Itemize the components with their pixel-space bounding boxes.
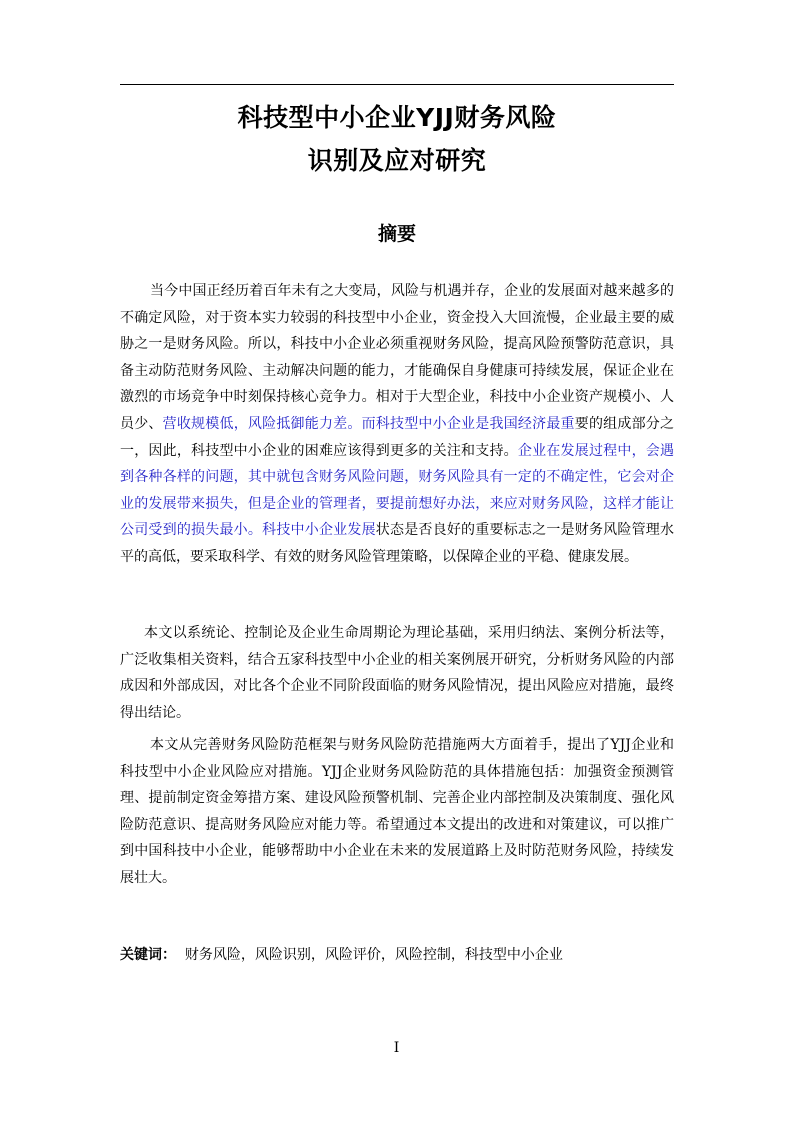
paragraph-1-text-a: 当今中国正经历着百年未有之大变局，风险与机遇并存，企业的发展面对越来越多的不确定风险，对于资本实力较弱的科技型中小企业，资金投入大回流慢，企业最主要的威胁之一是财务风险。所以，科技中小企业必须重视财务风险，提高风险预警防范意识，具备主动防范财务风险、主动解决问题的能力，才能确保自身健康可持续发展，保证企业在激烈的市场竞争中时刻保持核心竞争力。相对于大型企业，科技中小企业资产规模小、人员少、 — [120, 283, 674, 432]
abstract-paragraph-2 — [120, 620, 674, 726]
title-line-1: 科技型中小企业YJJ财务风险 — [237, 103, 557, 132]
paragraph-2-text: 本文以系统论、控制论及企业生命周期论为理论基础，采用归纳法、案例分析法等，广泛收集相关资料，结合五家科技型中小企业的相关案例展开研究，分析财务风险的内部成因和外部成因，对比各个企业不同阶段面临的财务风险情况，提出风险应对措施，最终得出结论。 — [120, 625, 674, 721]
header-rule — [120, 84, 674, 85]
paragraph-1-highlight-b: 企业在发展过程中，会遇到各种各样的问题，其中就包含财务风险问题，财务风险具有一定的不确定性，它会对企业的发展带来损失，但是企业的管理者，要提前想好办法，来应对财务风险，这样才能让公司受到的损失最小。科技中小企业发展 — [120, 442, 675, 539]
title-line-2: 识别及应对研究 — [307, 146, 487, 175]
keywords-line — [120, 942, 674, 968]
keywords-label: 关键词： — [120, 947, 176, 963]
abstract-paragraph-1 — [120, 278, 674, 571]
abstract-paragraph-3 — [120, 732, 674, 892]
paragraph-3-text: 本文从完善财务风险防范框架与财务风险防范措施两大方面着手，提出了YJJ企业和科技型中小企业风险应对措施。YJJ企业财务风险防范的具体措施包括：加强资金预测管理、提前制定资金筹措方案、建设风险预警机制、完善企业内部控制及决策制度、强化风险防范意识、提高财务风险应对能力等。希望通过本文提出的改进和对策建议，可以推广到中国科技中小企业，能够帮助中小企业在未来的发展道路上及时防范财务风险，持续发展壮大。 — [120, 737, 674, 886]
keywords-list: 财务风险，风险识别，风险评价，风险控制，科技型中小企业 — [184, 947, 563, 963]
paragraph-1-highlight-a: 营收规模低，风险抵御能力差。而科技型中小企业是我国经济最重 — [162, 415, 575, 432]
paragraph-1-text-b: 要的组成部分之一，因此，科技型中小企业的困难应该得到更多的关注和支持。 — [120, 415, 675, 459]
page-number: I — [393, 1040, 400, 1056]
abstract-heading: 摘要 — [377, 223, 416, 245]
paragraph-1-text-c: 状态是否良好的重要标志之一是财务风险管理水平的高低，要采取科学、有效的财务风险管理策略，以保障企业的平稳、健康发展。 — [120, 522, 675, 565]
